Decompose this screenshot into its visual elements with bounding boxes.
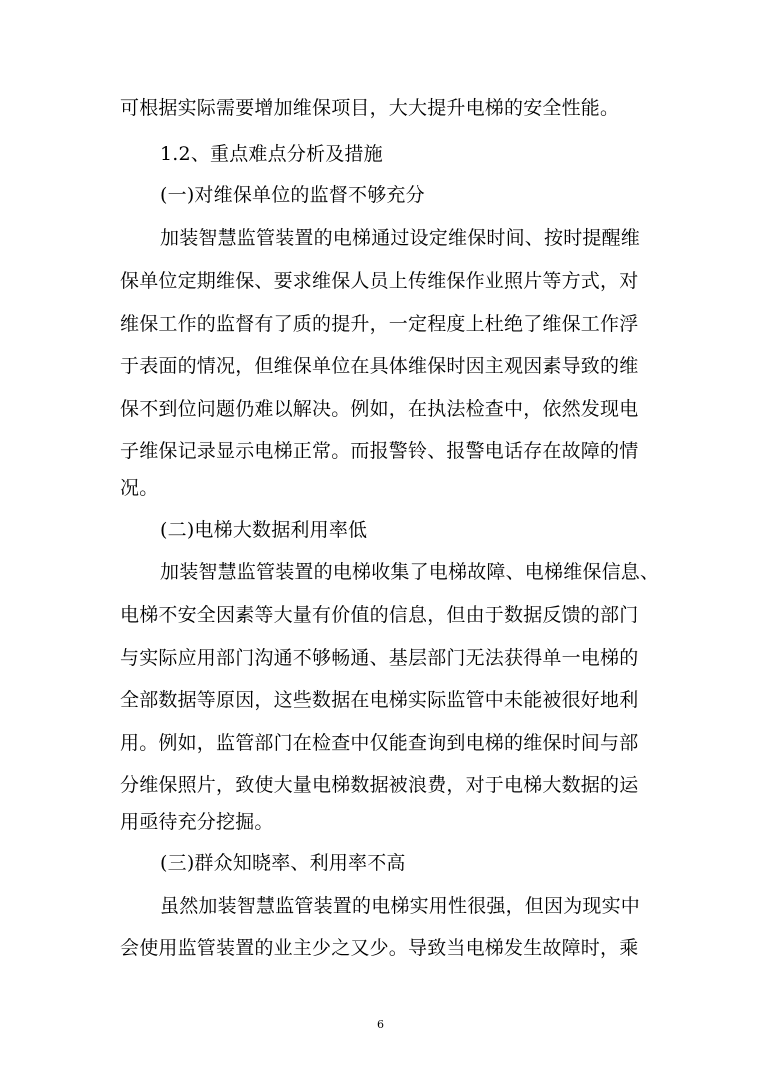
paragraph-line: 况。: [120, 477, 159, 499]
paragraph-line: 与实际应用部门沟通不够畅通、基层部门无法获得单一电梯的: [120, 647, 639, 669]
paragraph-line: 会使用监管装置的业主少之又少。导致当电梯发生故障时，乘: [120, 937, 639, 959]
section-heading: 1.2、重点难点分析及措施: [160, 143, 383, 165]
paragraph-line: 电梯不安全因素等大量有价值的信息，但由于数据反馈的部门: [120, 604, 639, 626]
paragraph-line: 加装智慧监管装置的电梯收集了电梯故障、电梯维保信息、: [160, 561, 660, 583]
paragraph-line: 保不到位问题仍难以解决。例如，在执法检查中，依然发现电: [120, 398, 639, 420]
paragraph-line: 加装智慧监管装置的电梯通过设定维保时间、按时提醒维: [160, 227, 641, 249]
paragraph-line: 虽然加装智慧监管装置的电梯实用性很强，但因为现实中: [160, 895, 641, 917]
paragraph-line: 保单位定期维保、要求维保人员上传维保作业照片等方式，对: [120, 270, 639, 292]
paragraph-line: 于表面的情况，但维保单位在具体维保时因主观因素导致的维: [120, 355, 639, 377]
subsection-heading: (一)对维保单位的监督不够充分: [160, 184, 425, 206]
paragraph-line: 维保工作的监督有了质的提升，一定程度上杜绝了维保工作浮: [120, 313, 639, 335]
page-number: 6: [377, 1018, 384, 1031]
subsection-heading: (三)群众知晓率、利用率不高: [160, 852, 406, 874]
paragraph-line: 用亟待充分挖掘。: [120, 811, 274, 833]
paragraph-line: 全部数据等原因，这些数据在电梯实际监管中未能被很好地利: [120, 689, 639, 711]
paragraph-line: 分维保照片，致使大量电梯数据被浪费，对于电梯大数据的运: [120, 774, 639, 796]
subsection-heading: (二)电梯大数据利用率低: [160, 519, 368, 541]
paragraph-line: 子维保记录显示电梯正常。而报警铃、报警电话存在故障的情: [120, 440, 639, 462]
paragraph-line: 用。例如，监管部门在检查中仅能查询到电梯的维保时间与部: [120, 732, 639, 754]
paragraph-line: 可根据实际需要增加维保项目，大大提升电梯的安全性能。: [120, 97, 620, 119]
